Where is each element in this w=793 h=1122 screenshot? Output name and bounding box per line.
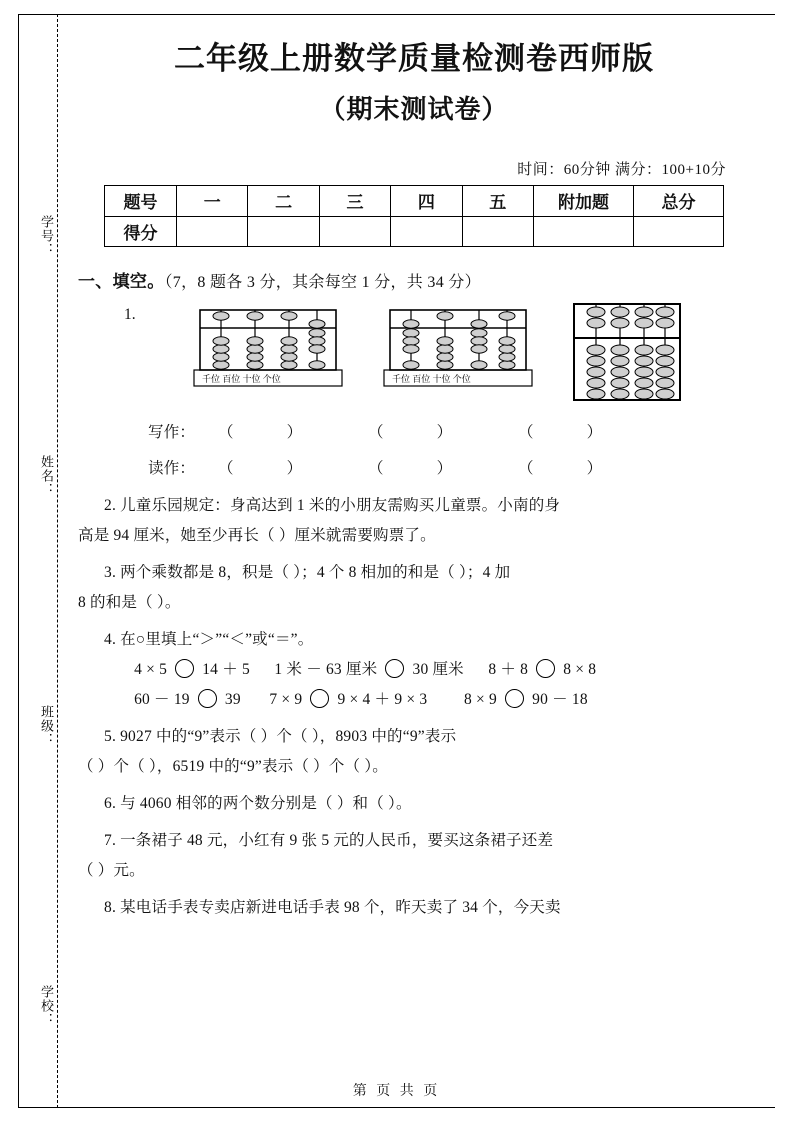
score-table-cell: 五 bbox=[462, 185, 533, 216]
margin-label-xuexiao: 学校： bbox=[39, 985, 54, 1027]
section-heading-label: 一、填空。 bbox=[78, 271, 165, 291]
question-3 bbox=[78, 558, 750, 618]
question-2-line2: 高是 94 厘米，她至少再长（ ）厘米就需要购票了。 bbox=[78, 526, 436, 544]
expr-right: 8 × 8 bbox=[563, 660, 597, 678]
compare-circle[interactable] bbox=[198, 689, 217, 708]
answer-blank[interactable]: （ ） bbox=[518, 459, 603, 477]
score-table-cell: 三 bbox=[319, 185, 390, 216]
abacus-place-labels: 千位 百位 十位 个位 bbox=[202, 373, 281, 384]
table-row bbox=[105, 216, 724, 246]
question-1-write-row bbox=[78, 418, 750, 448]
abacus-figure-2 bbox=[378, 304, 538, 396]
question-8-text: 8. 某电话手表专卖店新进电话手表 98 个，昨天卖了 34 个，今天卖 bbox=[104, 898, 561, 916]
expr-left: 60 － 19 bbox=[134, 690, 190, 708]
score-table-cell-blank[interactable] bbox=[462, 216, 533, 246]
compare-circle[interactable] bbox=[536, 659, 555, 678]
question-4-prompt: 4. 在○里填上“＞”“＜”或“＝”。 bbox=[104, 630, 314, 648]
expr-left: 1 米 － 63 厘米 bbox=[274, 660, 378, 678]
question-4-line-2 bbox=[78, 685, 750, 715]
score-table-cell-blank[interactable] bbox=[634, 216, 724, 246]
page-title: 二年级上册数学质量检测卷西师版 bbox=[174, 41, 654, 76]
dashed-fold-line bbox=[57, 14, 58, 1108]
answer-blank[interactable]: （ ） bbox=[218, 423, 303, 441]
question-2 bbox=[78, 491, 750, 551]
score-table-cell: 四 bbox=[391, 185, 462, 216]
question-7-line1: 7. 一条裙子 48 元，小红有 9 张 5 元的人民币，要买这条裙子还差 bbox=[104, 831, 554, 849]
score-table bbox=[104, 185, 724, 247]
question-1-number: 1. bbox=[124, 305, 136, 323]
margin-label-banji: 班级： bbox=[39, 705, 54, 747]
compare-circle[interactable] bbox=[175, 659, 194, 678]
score-table-cell-blank[interactable] bbox=[319, 216, 390, 246]
expr-right: 30 厘米 bbox=[412, 660, 464, 678]
answer-blank[interactable]: （ ） bbox=[368, 423, 453, 441]
expr-right: 90 － 18 bbox=[532, 690, 588, 708]
margin-label-xuehao: 学号： bbox=[39, 215, 54, 257]
score-table-cell: 题号 bbox=[105, 185, 177, 216]
answer-blank[interactable]: （ ） bbox=[218, 459, 303, 477]
score-table-cell: 得分 bbox=[105, 216, 177, 246]
question-4 bbox=[78, 625, 750, 655]
compare-circle[interactable] bbox=[385, 659, 404, 678]
question-6 bbox=[78, 789, 750, 819]
score-table-cell-blank[interactable] bbox=[391, 216, 462, 246]
exam-info: 时间：60分钟 满分：100+10分 bbox=[517, 161, 726, 178]
compare-circle[interactable] bbox=[310, 689, 329, 708]
compare-circle[interactable] bbox=[505, 689, 524, 708]
expr-right: 14 ＋ 5 bbox=[202, 660, 250, 678]
score-table-cell-blank[interactable] bbox=[534, 216, 634, 246]
question-3-line2: 8 的和是（ ）。 bbox=[78, 593, 181, 611]
abacus-place-labels: 千位 百位 十位 个位 bbox=[392, 373, 471, 384]
score-table-cell: 一 bbox=[177, 185, 248, 216]
expr-left: 8 × 9 bbox=[464, 690, 498, 708]
question-8 bbox=[78, 893, 750, 923]
expr-left: 4 × 5 bbox=[134, 660, 168, 678]
margin-label-xingming: 姓名： bbox=[39, 455, 54, 497]
page-footer: 第 页 共 页 bbox=[352, 1084, 441, 1099]
question-5 bbox=[78, 722, 750, 782]
read-label: 读作： bbox=[148, 459, 196, 477]
question-1-read-row bbox=[78, 454, 750, 484]
question-3-line1: 3. 两个乘数都是 8，积是（ ）；4 个 8 相加的和是（ ）；4 加 bbox=[104, 563, 511, 581]
page-subtitle: （期末测试卷） bbox=[319, 93, 509, 124]
score-table-cell: 附加题 bbox=[534, 185, 634, 216]
score-table-cell-blank[interactable] bbox=[248, 216, 319, 246]
answer-blank[interactable]: （ ） bbox=[518, 423, 603, 441]
section-heading-note: （7，8 题各 3 分，其余每空 1 分，共 34 分） bbox=[164, 273, 481, 291]
table-row bbox=[105, 185, 724, 216]
expr-left: 7 × 9 bbox=[269, 690, 303, 708]
expr-right: 9 × 4 ＋ 9 × 3 bbox=[337, 690, 428, 708]
document-content bbox=[78, 26, 750, 923]
question-2-line1: 2. 儿童乐园规定：身高达到 1 米的小朋友需购买儿童票。小南的身 bbox=[104, 496, 561, 514]
section-heading-fill-in-blanks bbox=[78, 267, 750, 292]
abacus-figure-3 bbox=[568, 298, 688, 408]
write-label: 写作： bbox=[148, 423, 196, 441]
question-6-text: 6. 与 4060 相邻的两个数分别是（ ）和（ ）。 bbox=[104, 794, 412, 812]
score-table-cell-blank[interactable] bbox=[177, 216, 248, 246]
score-table-cell: 二 bbox=[248, 185, 319, 216]
question-7-line2: （ ）元。 bbox=[78, 861, 145, 879]
question-1-figures bbox=[78, 300, 750, 412]
answer-blank[interactable]: （ ） bbox=[368, 459, 453, 477]
question-7 bbox=[78, 826, 750, 886]
question-5-line2: （ ）个（ ），6519 中的“9”表示（ ）个（ ）。 bbox=[78, 757, 388, 775]
question-5-line1: 5. 9027 中的“9”表示（ ）个（ ），8903 中的“9”表示 bbox=[104, 727, 457, 745]
abacus-figure-1 bbox=[188, 304, 348, 396]
expr-left: 8 ＋ 8 bbox=[488, 660, 529, 678]
question-4-line-1 bbox=[78, 655, 750, 685]
score-table-cell: 总分 bbox=[634, 185, 724, 216]
expr-right: 39 bbox=[224, 690, 241, 708]
